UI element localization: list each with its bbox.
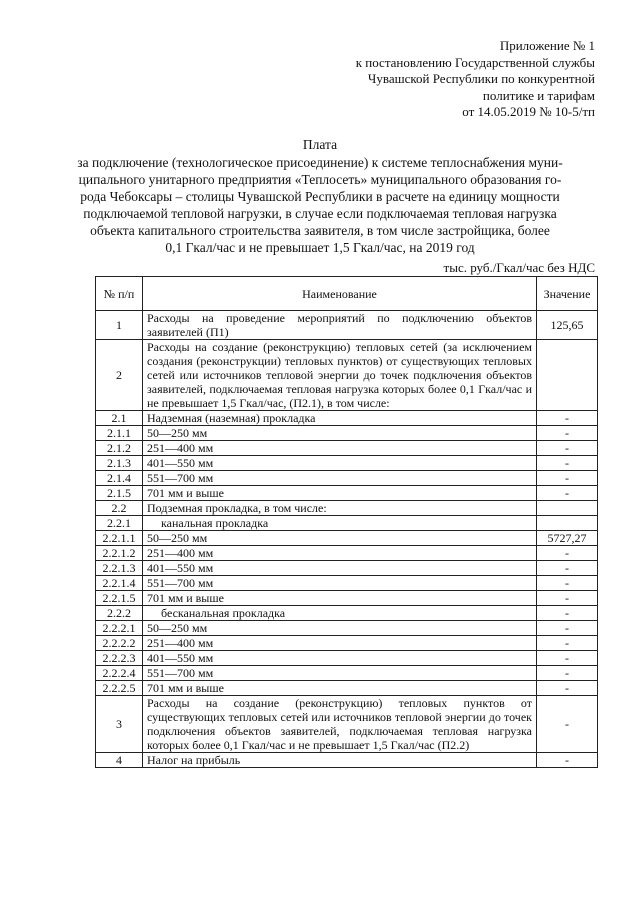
title-line: за подключение (технологическое присоединение) к системе теплоснабжения муни- (77, 155, 563, 170)
appendix-line: политике и тарифам (482, 87, 595, 103)
row-value: - (537, 651, 598, 666)
row-number: 2.1.2 (96, 441, 143, 456)
title-line: ципального унитарного предприятия «Теплосеть» муниципального образования го- (78, 172, 562, 187)
header-name: Наименование (143, 277, 537, 311)
row-number: 2.2.2.3 (96, 651, 143, 666)
table-row (96, 426, 598, 441)
row-name: Надземная (наземная) прокладка (143, 411, 537, 426)
table-row (96, 666, 598, 681)
table-row (96, 576, 598, 591)
row-number: 2.2.2.4 (96, 666, 143, 681)
row-value (537, 516, 598, 531)
header-value: Значение (537, 277, 598, 311)
row-name: 551—700 мм (143, 666, 537, 681)
row-number: 2.2.1.5 (96, 591, 143, 606)
row-name: Расходы на создание (реконструкцию) тепловых пунктов от существующих тепловых сетей или источников тепловой энергии до точек подключения объектов заявителей, подключаемая тепловая нагрузка которых более 0,1 Гкал/час и не превышает 1,5 Гкал/час (П2.2) (143, 696, 537, 753)
row-name: канальная прокладка (143, 516, 537, 531)
row-name: 551—700 мм (143, 576, 537, 591)
row-number: 2 (96, 340, 143, 411)
row-value: - (537, 411, 598, 426)
appendix-line: от 14.05.2019 № 10-5/тп (462, 104, 595, 119)
table-row (96, 411, 598, 426)
row-value: - (537, 426, 598, 441)
row-value: - (537, 606, 598, 621)
row-value: - (537, 696, 598, 753)
row-name: 50—250 мм (143, 426, 537, 441)
row-number: 3 (96, 696, 143, 753)
row-name: Расходы на создание (реконструкцию) тепловых сетей (за исключением создания (реконструкции) тепловых пунктов) от существующих тепловых сетей или источников тепловой энергии до точек подключения объектов заявителей, подключаемая тепловая нагрузка которых более 0,1 Гкал/час и не превышает 1,5 Гкал/час, (П2.1), в том числе: (143, 340, 537, 411)
table-row (96, 486, 598, 501)
row-number: 2.1.1 (96, 426, 143, 441)
row-value (537, 501, 598, 516)
table-row (96, 606, 598, 621)
row-number: 2.2.1.1 (96, 531, 143, 546)
table-row (96, 340, 598, 411)
appendix-line: Чувашской Республики по конкурентной (367, 71, 595, 86)
table-row (96, 531, 598, 546)
table-row (96, 501, 598, 516)
row-value: - (537, 753, 598, 768)
row-number: 2.2.2.5 (96, 681, 143, 696)
row-name: 401—550 мм (143, 456, 537, 471)
document-title (40, 136, 600, 256)
row-value: - (537, 621, 598, 636)
table-row (96, 456, 598, 471)
row-number: 2.2.1.4 (96, 576, 143, 591)
table-row (96, 636, 598, 651)
table-row (96, 621, 598, 636)
row-number: 2.2.1 (96, 516, 143, 531)
row-value: 5727,27 (537, 531, 598, 546)
row-name: 401—550 мм (143, 561, 537, 576)
table-row (96, 651, 598, 666)
table-row (96, 591, 598, 606)
row-name: Расходы на проведение мероприятий по подключению объектов заявителей (П1) (143, 311, 537, 340)
row-value: - (537, 681, 598, 696)
row-name: 251—400 мм (143, 636, 537, 651)
row-name: 701 мм и выше (143, 591, 537, 606)
row-number: 2.2.1.3 (96, 561, 143, 576)
row-name: 50—250 мм (143, 621, 537, 636)
appendix-line: Приложение № 1 (499, 38, 595, 53)
row-value: - (537, 576, 598, 591)
row-name: 251—400 мм (143, 441, 537, 456)
row-name: Налог на прибыль (143, 753, 537, 768)
row-value: - (537, 666, 598, 681)
table-row (96, 561, 598, 576)
row-value: - (537, 591, 598, 606)
row-number: 2.2.2.1 (96, 621, 143, 636)
fee-table (95, 276, 598, 768)
row-value: - (537, 441, 598, 456)
title-line: подключаемой тепловой нагрузки, в случае если подключаемая тепловая нагрузка (83, 206, 557, 221)
row-number: 2.2.2.2 (96, 636, 143, 651)
row-value: - (537, 456, 598, 471)
row-value: - (537, 471, 598, 486)
row-value: - (537, 486, 598, 501)
table-body (96, 311, 598, 768)
row-number: 4 (96, 753, 143, 768)
units-label: тыс. руб./Гкал/час без НДС (443, 260, 595, 275)
title-heading: Плата (302, 137, 338, 152)
table-row (96, 546, 598, 561)
table-row (96, 516, 598, 531)
row-name: 551—700 мм (143, 471, 537, 486)
title-line: объекта капитального строительства заявителя, в том числе застройщика, более (90, 223, 550, 238)
table-header-row (96, 277, 598, 311)
title-line: рода Чебоксары – столицы Чувашской Республики в расчете на единицу мощности (80, 189, 560, 204)
row-number: 2.1.5 (96, 486, 143, 501)
row-name: 701 мм и выше (143, 681, 537, 696)
row-value: - (537, 561, 598, 576)
row-number: 1 (96, 311, 143, 340)
table-row (96, 311, 598, 340)
title-line: 0,1 Гкал/час и не превышает 1,5 Гкал/час, на 2019 год (165, 240, 475, 255)
row-name: 251—400 мм (143, 546, 537, 561)
row-name: 401—550 мм (143, 651, 537, 666)
appendix-line: к постановлению Государственной службы (355, 54, 595, 70)
table-row (96, 441, 598, 456)
table-row (96, 753, 598, 768)
row-name: 701 мм и выше (143, 486, 537, 501)
appendix-header (275, 38, 595, 121)
row-name: бесканальная прокладка (143, 606, 537, 621)
row-number: 2.1 (96, 411, 143, 426)
row-value (537, 340, 598, 411)
header-num: № п/п (96, 277, 143, 311)
row-name: 50—250 мм (143, 531, 537, 546)
row-value: - (537, 636, 598, 651)
row-number: 2.2.1.2 (96, 546, 143, 561)
row-value: - (537, 546, 598, 561)
row-number: 2.2.2 (96, 606, 143, 621)
row-value: 125,65 (537, 311, 598, 340)
row-number: 2.1.4 (96, 471, 143, 486)
table-row (96, 681, 598, 696)
table-row (96, 696, 598, 753)
row-number: 2.1.3 (96, 456, 143, 471)
table-row (96, 471, 598, 486)
row-name: Подземная прокладка, в том числе: (143, 501, 537, 516)
row-number: 2.2 (96, 501, 143, 516)
